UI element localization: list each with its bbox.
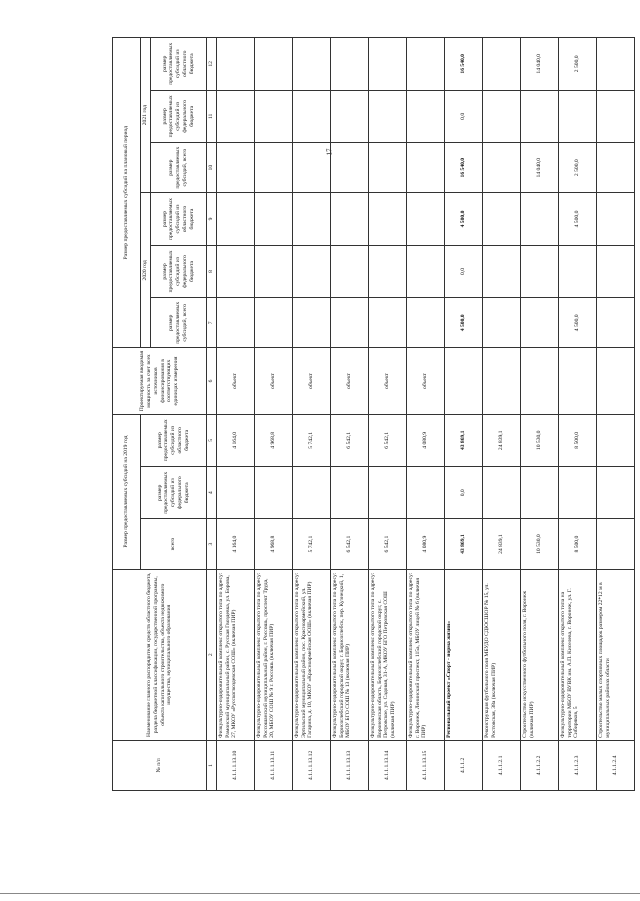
cell-r20: 4 500,0 bbox=[559, 193, 597, 245]
cell-r19: 43 869,1 bbox=[445, 414, 483, 466]
column-number: 6 bbox=[207, 348, 217, 414]
table-header bbox=[113, 38, 217, 791]
cell-r20 bbox=[293, 193, 331, 245]
cell-t20 bbox=[521, 298, 559, 348]
cell-name: Физкультурно-оздоровительный комплекс открытого типа по адресу: Рамонский муниципальный район, с. Русская Гвоздевка, ул. Борова, 27, МКОУ «Русскогвоздевская СОШ» (включая ПИР) bbox=[217, 569, 255, 740]
column-number: 12 bbox=[207, 38, 217, 91]
cell-f19 bbox=[331, 467, 369, 519]
cell-pw bbox=[521, 348, 559, 414]
header-2019-total: всего bbox=[141, 519, 207, 569]
header-num: № п/п bbox=[113, 740, 207, 790]
cell-f20 bbox=[369, 245, 407, 297]
cell-f19: 0,0 bbox=[445, 467, 483, 519]
cell-r19: 10 530,0 bbox=[521, 414, 559, 466]
cell-t21: 14 040,0 bbox=[521, 143, 559, 193]
subsidy-table bbox=[112, 37, 635, 791]
table-row bbox=[217, 38, 255, 791]
cell-name: Строительство малых спортивных площадок размером 22*12 м в муниципальных районах области bbox=[597, 569, 635, 740]
cell-t19: 4 080,9 bbox=[407, 519, 445, 569]
cell-pw: объект bbox=[331, 348, 369, 414]
cell-t21 bbox=[483, 143, 521, 193]
cell-r19: 5 742,1 bbox=[293, 414, 331, 466]
column-number: 4 bbox=[207, 467, 217, 519]
cell-f21 bbox=[483, 90, 521, 142]
cell-f21 bbox=[331, 90, 369, 142]
cell-num: 4.1.1.1.13.11 bbox=[255, 740, 293, 790]
cell-f20: 0,0 bbox=[445, 245, 483, 297]
column-number: 1 bbox=[207, 740, 217, 790]
header-2021-fed: размер предоставляемых субсидий из федерального бюджета bbox=[151, 90, 207, 142]
cell-t19: 6 542,1 bbox=[369, 519, 407, 569]
cell-f21 bbox=[407, 90, 445, 142]
cell-t21 bbox=[369, 143, 407, 193]
cell-r19: 4 968,8 bbox=[255, 414, 293, 466]
cell-r21 bbox=[407, 38, 445, 91]
cell-t20 bbox=[255, 298, 293, 348]
column-number: 2 bbox=[207, 569, 217, 740]
table-row bbox=[369, 38, 407, 791]
cell-r19: 6 542,1 bbox=[331, 414, 369, 466]
header-2019: Размер предоставляемых субсидий на 2019 год bbox=[113, 414, 141, 569]
page-bottom-rule bbox=[0, 893, 640, 894]
cell-pw bbox=[483, 348, 521, 414]
cell-name: Реконструкция футбольного поля МБУДО СДЮСШОР № 15, ул. Ростовская, 38а (включая ПИР) bbox=[483, 569, 521, 740]
cell-r21: 16 540,0 bbox=[445, 38, 483, 91]
cell-r19: 6 542,1 bbox=[369, 414, 407, 466]
cell-r21 bbox=[217, 38, 255, 91]
cell-t21 bbox=[217, 143, 255, 193]
cell-pw bbox=[559, 348, 597, 414]
cell-f21 bbox=[597, 90, 635, 142]
cell-f20 bbox=[217, 245, 255, 297]
cell-f20 bbox=[597, 245, 635, 297]
header-2020-reg: размер предоставляемых субсидий из областного бюджета bbox=[151, 193, 207, 245]
cell-f19 bbox=[559, 467, 597, 519]
cell-r19: 4 164,0 bbox=[217, 414, 255, 466]
header-2019-reg: размер предоставляемых субсидий из областного бюджета bbox=[141, 414, 207, 466]
cell-name: Физкультурно-оздоровительный комплекс открытого типа по адресу: Эртильский муниципальный район, пос. Красноармейский, ул. Гагарина, д. 10, МКОУ «Красноармейская ООШ» (включая ПИР) bbox=[293, 569, 331, 740]
header-2020-total: размер предоставляемых субсидий, всего bbox=[151, 298, 207, 348]
cell-num: 4.1.1.2.2 bbox=[521, 740, 559, 790]
cell-f20 bbox=[407, 245, 445, 297]
cell-r20 bbox=[407, 193, 445, 245]
cell-name: Строительство искусственного футбольного поля, г. Воронеж (включая ПИР) bbox=[521, 569, 559, 740]
cell-f19 bbox=[255, 467, 293, 519]
cell-r21 bbox=[483, 38, 521, 91]
column-number: 8 bbox=[207, 245, 217, 297]
cell-t20 bbox=[407, 298, 445, 348]
header-name: Наименование главного распорядителя средств областного бюджета, раздела бюджетной классификации, государственной программы, объекта капитального строительства, объекта недвижимого имущества, муниципального образования bbox=[113, 569, 207, 740]
cell-num: 4.1.1.1.13.13 bbox=[331, 740, 369, 790]
cell-r21 bbox=[597, 38, 635, 91]
cell-f21 bbox=[255, 90, 293, 142]
table-row bbox=[483, 38, 521, 791]
cell-pw: объект bbox=[407, 348, 445, 414]
cell-t19: 10 530,0 bbox=[521, 519, 559, 569]
cell-r20 bbox=[217, 193, 255, 245]
cell-f19 bbox=[407, 467, 445, 519]
table-row bbox=[521, 38, 559, 791]
cell-f19 bbox=[597, 467, 635, 519]
table-row bbox=[445, 38, 483, 791]
cell-t19: 43 869,1 bbox=[445, 519, 483, 569]
cell-f20 bbox=[255, 245, 293, 297]
cell-f19 bbox=[521, 467, 559, 519]
cell-r21: 14 040,0 bbox=[521, 38, 559, 91]
cell-f21 bbox=[521, 90, 559, 142]
cell-t19: 6 542,1 bbox=[331, 519, 369, 569]
cell-num: 4.1.1.2.1 bbox=[483, 740, 521, 790]
cell-t21 bbox=[255, 143, 293, 193]
header-2021-reg: размер предоставляемых субсидий из областного бюджета bbox=[151, 38, 207, 91]
header-2020: 2020 год bbox=[141, 193, 151, 348]
cell-f19 bbox=[369, 467, 407, 519]
cell-num: 4.1.1.2.3 bbox=[559, 740, 597, 790]
cell-num: 4.1.1.1.13.14 bbox=[369, 740, 407, 790]
cell-t20 bbox=[293, 298, 331, 348]
cell-f20 bbox=[483, 245, 521, 297]
table-row bbox=[597, 38, 635, 791]
cell-num: 4.1.1.1.13.12 bbox=[293, 740, 331, 790]
header-2021: 2021 год bbox=[141, 38, 151, 193]
cell-pw: объект bbox=[293, 348, 331, 414]
column-number: 9 bbox=[207, 193, 217, 245]
column-number: 10 bbox=[207, 143, 217, 193]
cell-t20 bbox=[483, 298, 521, 348]
cell-t21 bbox=[331, 143, 369, 193]
cell-t20 bbox=[331, 298, 369, 348]
cell-t19: 8 500,0 bbox=[559, 519, 597, 569]
cell-t20 bbox=[369, 298, 407, 348]
cell-r21 bbox=[255, 38, 293, 91]
table-row bbox=[407, 38, 445, 791]
cell-pw bbox=[597, 348, 635, 414]
cell-r21: 2 500,0 bbox=[559, 38, 597, 91]
table-body bbox=[217, 38, 635, 791]
cell-f21 bbox=[559, 90, 597, 142]
cell-f19 bbox=[293, 467, 331, 519]
cell-num: 4.1.1.2.4 bbox=[597, 740, 635, 790]
cell-num: 4.1.1.1.13.10 bbox=[217, 740, 255, 790]
cell-pw bbox=[445, 348, 483, 414]
cell-r21 bbox=[331, 38, 369, 91]
cell-r20 bbox=[597, 193, 635, 245]
page-number: 17 bbox=[325, 148, 334, 156]
cell-f20 bbox=[559, 245, 597, 297]
cell-name: Физкультурно-оздоровительный комплекс открытого типа по адресу: г. Воронеж, Ленинский проспект, 115а, МБОУ лицей № 6 (включая ПИР) bbox=[407, 569, 445, 740]
cell-num: 4.1.1.1.13.15 bbox=[407, 740, 445, 790]
cell-r20 bbox=[483, 193, 521, 245]
cell-t21 bbox=[597, 143, 635, 193]
cell-r19: 4 080,9 bbox=[407, 414, 445, 466]
header-2020-fed: размер предоставляемых субсидий из федерального бюджета bbox=[151, 245, 207, 297]
cell-f21 bbox=[217, 90, 255, 142]
cell-f19 bbox=[217, 467, 255, 519]
column-number: 11 bbox=[207, 90, 217, 142]
cell-name: Физкультурно-оздоровительный комплекс открытого типа по адресу: Россошанский муниципальный район, г. Россошь, проспект Труда, 20, МБОУ СОШ № 9 г. Россошь (включая ПИР) bbox=[255, 569, 293, 740]
cell-t20 bbox=[597, 298, 635, 348]
cell-f21: 0,0 bbox=[445, 90, 483, 142]
cell-name: Региональный проект «Спорт - норма жизни» bbox=[445, 569, 483, 740]
header-2021-total: размер предоставляемых субсидий, всего bbox=[151, 143, 207, 193]
column-number-row bbox=[207, 38, 217, 791]
cell-r21 bbox=[293, 38, 331, 91]
cell-pw: объект bbox=[369, 348, 407, 414]
cell-f20 bbox=[521, 245, 559, 297]
column-number: 7 bbox=[207, 298, 217, 348]
cell-num: 4.1.1.2 bbox=[445, 740, 483, 790]
header-plan: Размер предоставляемых субсидий на плановый период bbox=[113, 38, 141, 348]
cell-name: Физкультурно-оздоровительный комплекс открытого типа по адресу: Борисоглебский городской округ, г. Борисоглебск, пер. Кузнецкий, 1, МБОУ БГО СОШ № 13 (включая ПИР) bbox=[331, 569, 369, 740]
cell-t19: 4 164,0 bbox=[217, 519, 255, 569]
cell-pw: объект bbox=[217, 348, 255, 414]
cell-f20 bbox=[331, 245, 369, 297]
cell-f20 bbox=[293, 245, 331, 297]
cell-pw: объект bbox=[255, 348, 293, 414]
cell-r19 bbox=[597, 414, 635, 466]
cell-t21: 2 500,0 bbox=[559, 143, 597, 193]
cell-t20 bbox=[217, 298, 255, 348]
cell-t20: 4 500,0 bbox=[445, 298, 483, 348]
cell-r20 bbox=[331, 193, 369, 245]
cell-t21 bbox=[293, 143, 331, 193]
cell-r20 bbox=[521, 193, 559, 245]
header-power: Проектируемая вводимая мощность за счет всех источников финансирования в соответствующих единицах измерения bbox=[113, 348, 207, 414]
cell-r20 bbox=[255, 193, 293, 245]
cell-r19: 8 500,0 bbox=[559, 414, 597, 466]
column-number: 5 bbox=[207, 414, 217, 466]
cell-t19: 24 839,1 bbox=[483, 519, 521, 569]
cell-t21: 16 540,0 bbox=[445, 143, 483, 193]
cell-t21 bbox=[407, 143, 445, 193]
cell-f19 bbox=[483, 467, 521, 519]
cell-t20: 4 500,0 bbox=[559, 298, 597, 348]
header-2019-fed: размер предоставляемых субсидий из федерального бюджета bbox=[141, 467, 207, 519]
column-number: 3 bbox=[207, 519, 217, 569]
table-row bbox=[255, 38, 293, 791]
cell-f21 bbox=[293, 90, 331, 142]
cell-r21 bbox=[369, 38, 407, 91]
cell-r20 bbox=[369, 193, 407, 245]
rotated-document bbox=[112, 37, 627, 791]
cell-t19 bbox=[597, 519, 635, 569]
table-row bbox=[559, 38, 597, 791]
cell-r20: 4 500,0 bbox=[445, 193, 483, 245]
table-row bbox=[293, 38, 331, 791]
cell-f21 bbox=[369, 90, 407, 142]
cell-name: Физкультурно-оздоровительный комплекс открытого типа по адресу: Воронежская область, Борисоглебский городской округ, с. Петровское, ул. Садовая, 31-А, МКОУ БГО Петровская СОШ (включая ПИР) bbox=[369, 569, 407, 740]
cell-t19: 4 968,8 bbox=[255, 519, 293, 569]
cell-t19: 5 742,1 bbox=[293, 519, 331, 569]
table-row bbox=[331, 38, 369, 791]
cell-name: Физкультурно-оздоровительный комплекс открытого типа на территории МБОУ ВУВК им. А.П. Киселева, г. Воронеж, ул. Г. Сибиряков, 5 bbox=[559, 569, 597, 740]
cell-r19: 24 839,1 bbox=[483, 414, 521, 466]
